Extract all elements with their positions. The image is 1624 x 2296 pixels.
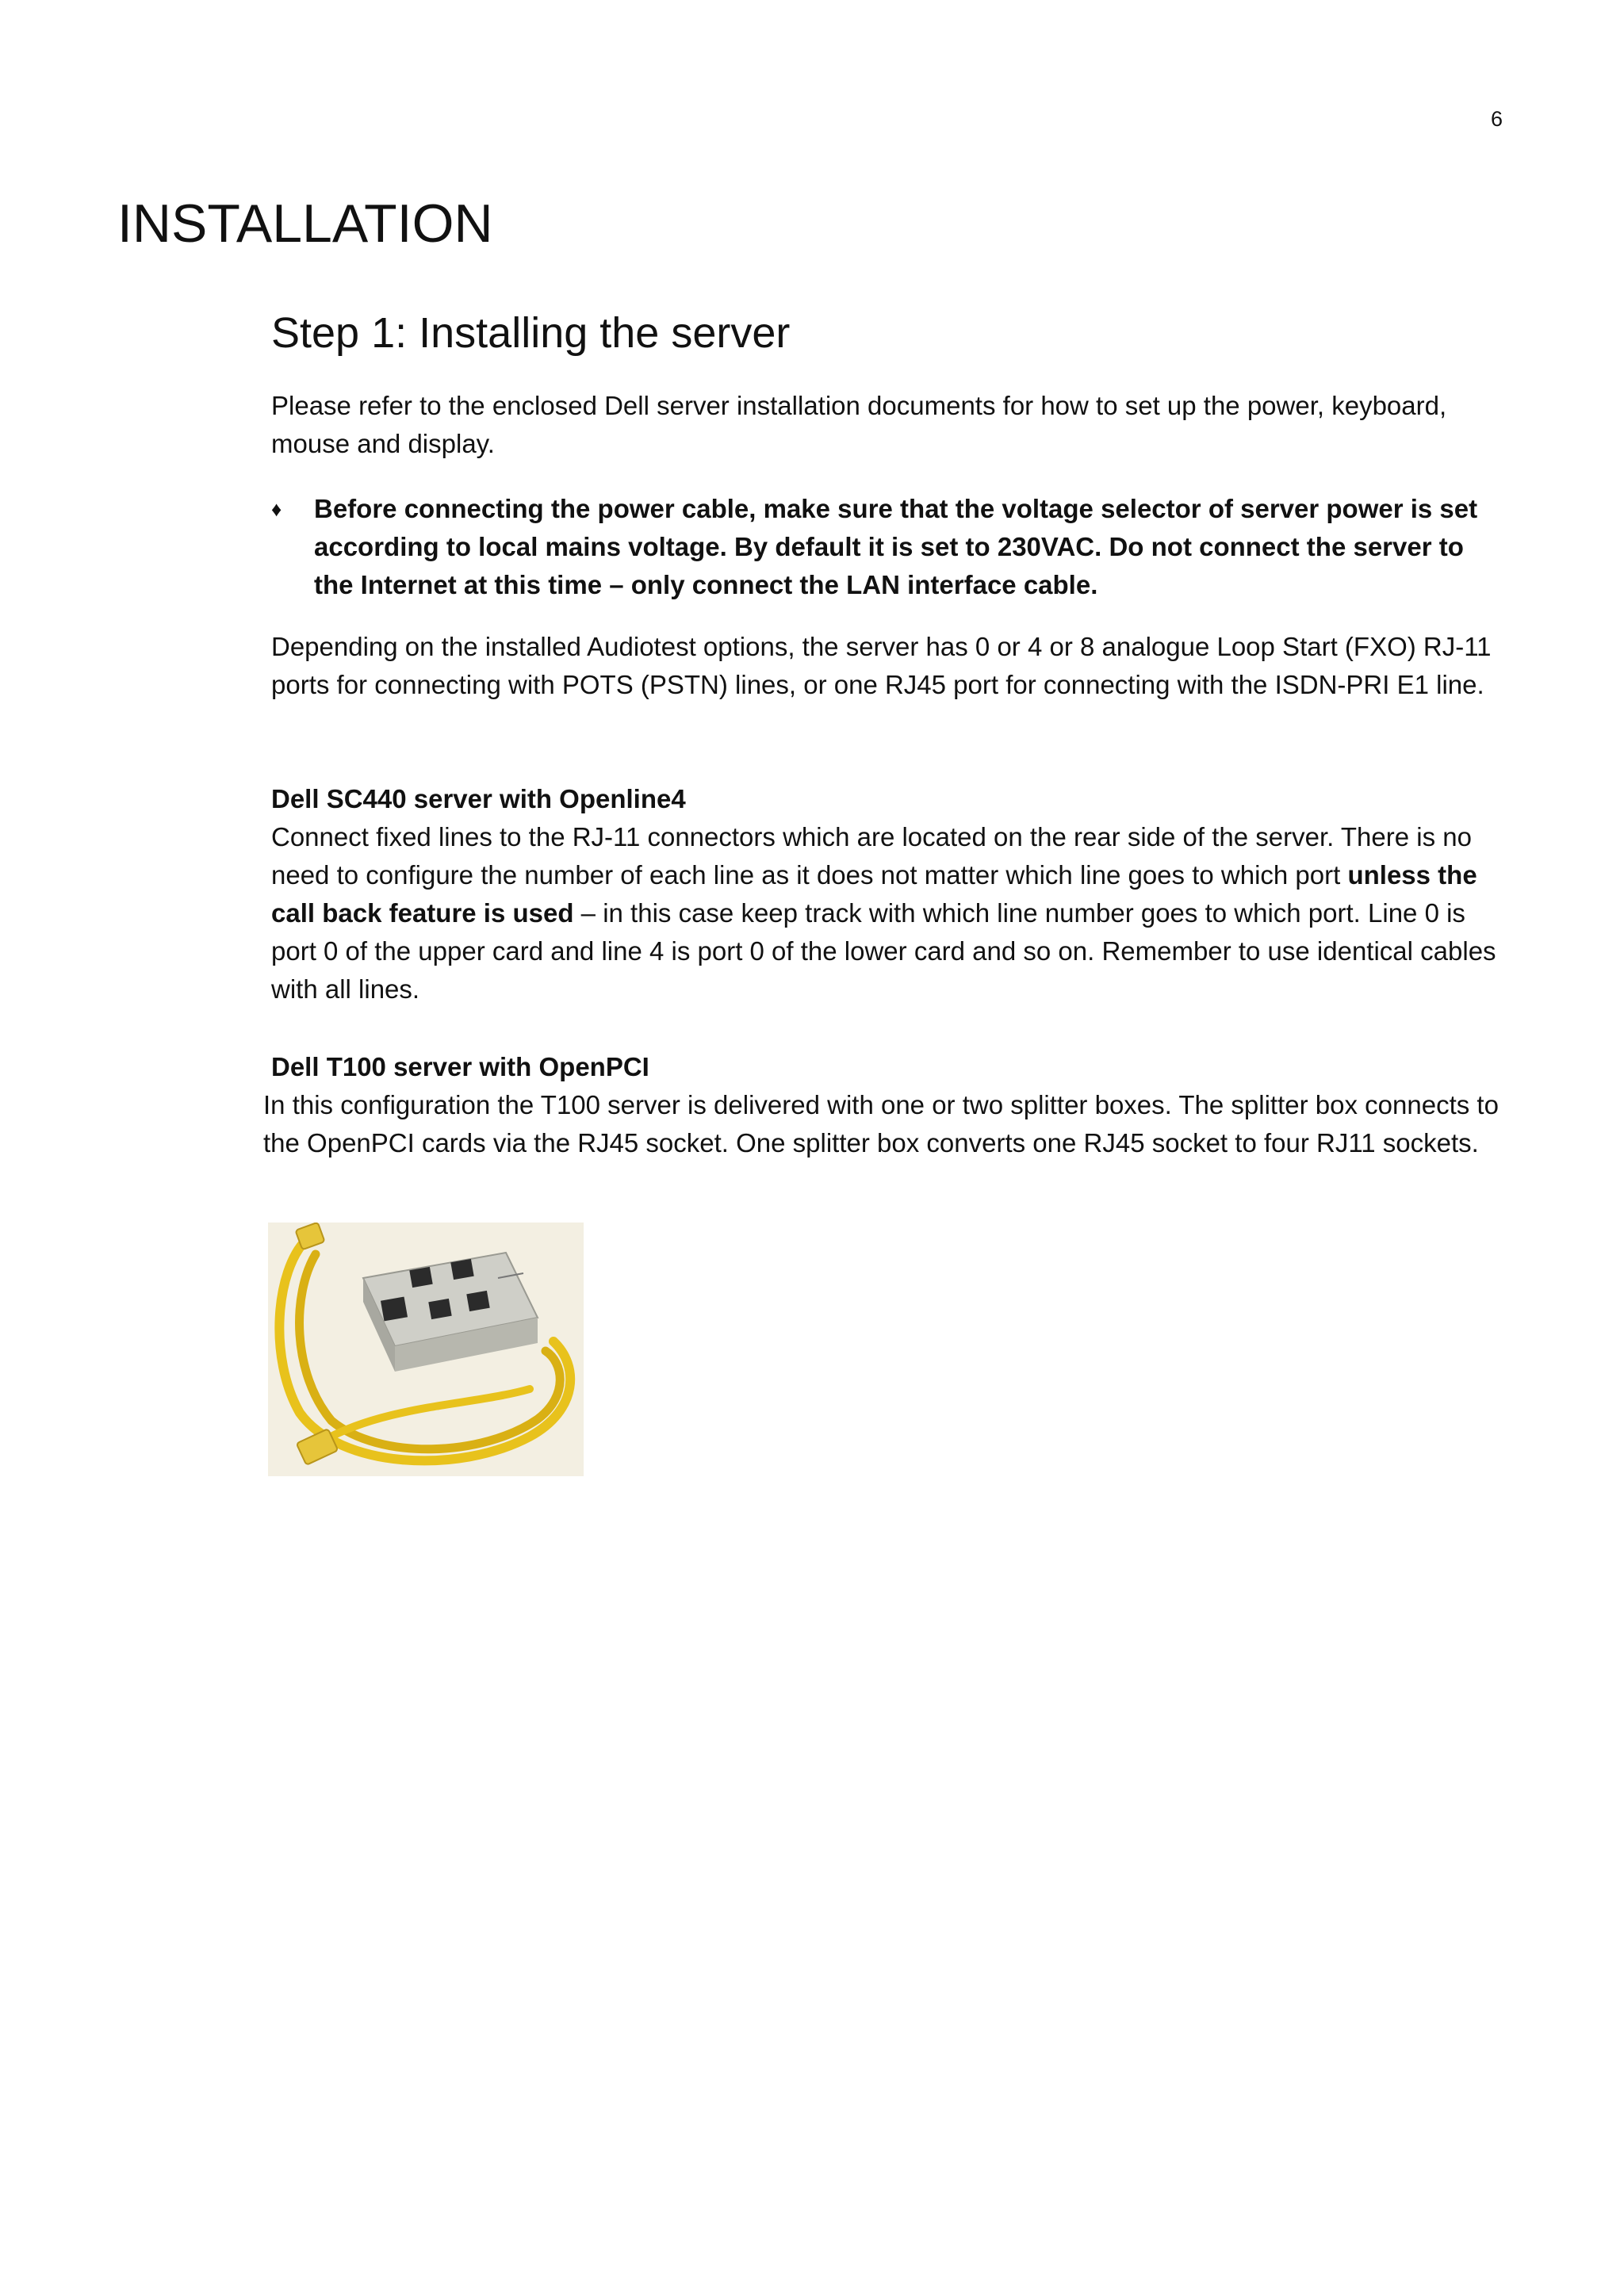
sc440-heading: Dell SC440 server with Openline4	[271, 784, 686, 813]
warning-text: Before connecting the power cable, make sure that the voltage selector of server power is set according to local mains voltage. By default it is set to 230VAC. Do not connect the server to the Internet at this time – only connect the LAN interface cable.	[314, 494, 1478, 599]
splitter-box-photo	[268, 1223, 584, 1476]
page-number: 6	[1491, 107, 1503, 131]
t100-paragraph: In this configuration the T100 server is delivered with one or two splitter boxes. The splitter box connects to the OpenPCI cards via the RJ45 socket. One splitter box converts one RJ45 socket to four RJ11 sockets.	[263, 1090, 1499, 1158]
rj45-socket	[381, 1297, 408, 1322]
rj11-socket-4	[466, 1291, 489, 1311]
diamond-bullet-icon: ♦	[271, 497, 282, 521]
options-paragraph: Depending on the installed Audiotest options, the server has 0 or 4 or 8 analogue Loop Start (FXO) RJ-11 ports for connecting with POTS (PSTN) lines, or one RJ45 port for connecting with the ISDN-PRI E1 line.	[271, 632, 1492, 699]
rj11-socket-2	[450, 1259, 473, 1280]
sc440-text-start: Connect fixed lines to the RJ-11 connectors which are located on the rear side of the server. There is no need to configure the number of each line as it does not matter which line goes to which port	[271, 822, 1472, 890]
step-title: Step 1: Installing the server	[271, 309, 791, 357]
warning-bullet	[271, 490, 1508, 604]
sc440-text-end: – in this case keep track with which line number goes to which port. Line 0 is port 0 of the upper card and line 4 is port 0 of the lower card and so on. Remember to use identical cables with all lines.	[271, 898, 1496, 1004]
intro-paragraph: Please refer to the enclosed Dell server installation documents for how to set up the power, keyboard, mouse and display.	[271, 391, 1447, 458]
splitter-box-with-cable-icon	[268, 1223, 584, 1476]
chapter-title: INSTALLATION	[117, 193, 493, 254]
sc440-paragraph	[271, 818, 1508, 1008]
sc440-text-bold: unless the call back feature is used	[271, 860, 1477, 928]
rj11-socket-1	[409, 1267, 432, 1288]
rj11-socket-3	[428, 1299, 451, 1319]
t100-heading: Dell T100 server with OpenPCI	[271, 1052, 649, 1081]
